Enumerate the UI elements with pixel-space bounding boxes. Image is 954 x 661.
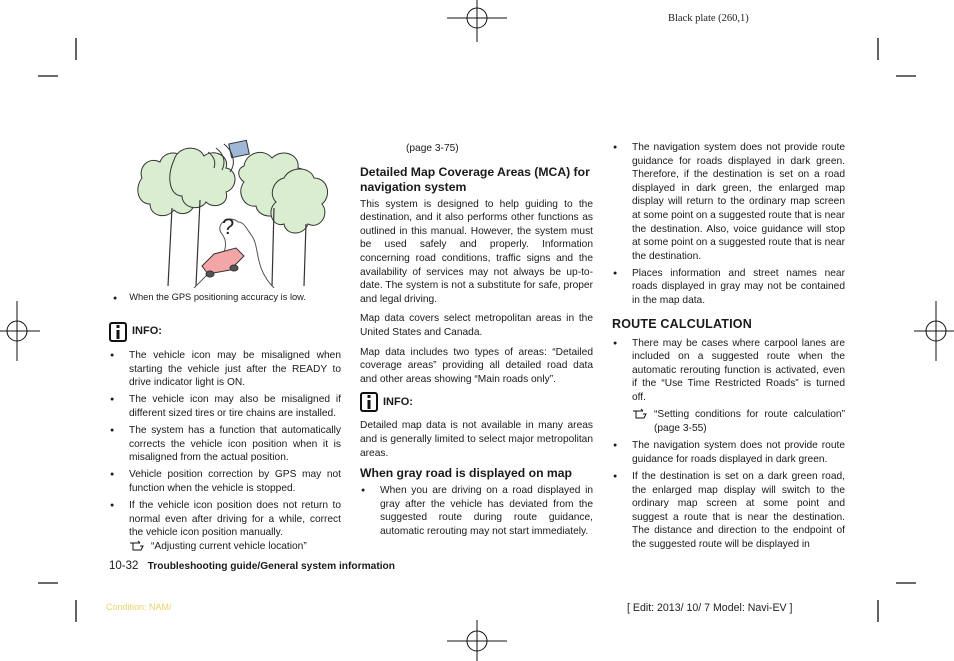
list-item: ● The vehicle icon may also be misaligned if different sized tires or tire chains are installed.	[109, 393, 341, 420]
list-item: ● The navigation system does not provide route guidance for roads displayed in dark green. Therefore, if the destination is set on a road displayed in dark green, the enlarged map display will return to the ordinary map screen at some point on a suggested route that is near the destination. Also, voice guidance will stop at some point on a suggested route that is near the destination.	[612, 141, 845, 263]
info-icon	[360, 392, 378, 412]
page-footer	[109, 560, 395, 572]
bullet-list	[612, 337, 845, 405]
bullet-list	[360, 484, 593, 538]
list-item: ● The system has a function that automatically corrects the vehicle icon position when it is misaligned from the actual position.	[109, 424, 341, 465]
list-item: ● If the destination is set on a dark green road, the enlarged map display will switch to the ordinary map screen at some point and suggest a route that is near the destination. The distance and direction to the endpoint of the suggested route will be displayed in	[612, 470, 845, 552]
list-item: ● Vehicle position correction by GPS may not function when the vehicle is stopped.	[109, 468, 341, 495]
reference-text: “Setting conditions for route calculation” (page 3-55)	[654, 409, 845, 434]
list-item: ● Places information and street names near roads displayed in gray may not be contained in the map data.	[612, 267, 845, 308]
pointing-hand-icon	[129, 540, 151, 557]
footer-title: Troubleshooting guide/General system information	[147, 561, 395, 572]
figure-caption: ● When the GPS positioning accuracy is low.	[113, 292, 306, 302]
column-2	[360, 142, 593, 542]
pointing-hand-icon	[632, 408, 654, 435]
plate-label: Black plate (260,1)	[668, 13, 749, 24]
reference-continuation: (page 3-75)	[406, 143, 459, 154]
section-heading: Detailed Map Coverage Areas (MCA) for navigation system	[360, 164, 590, 194]
list-item: ● When you are driving on a road displayed in gray after the vehicle has deviated from the suggested route during route guidance, automatic rerouting may not start immediately.	[360, 484, 593, 538]
paragraph: This system is designed to help guiding to the destination, and it also performs other functions as outlined in this manual. However, the system must be used safely and properly. Information concerning road conditions, traffic signs and the availability of services may not always be up-to-date. The system is not a substitute for safe, proper and legal driving.	[360, 198, 593, 305]
paragraph: Map data includes two types of areas: “Detailed coverage areas” providing all detailed road data and other areas showing “Main roads only”.	[360, 346, 593, 385]
paragraph: Detailed map data is not available in many areas and is generally limited to select major metropolitan areas.	[360, 420, 593, 459]
svg-text:?: ?	[222, 214, 235, 239]
reference-link[interactable]	[109, 540, 341, 557]
bullet-list	[612, 141, 845, 308]
info-block-2	[360, 392, 593, 412]
list-item: ● The navigation system does not provide route guidance for roads displayed in dark green.	[612, 439, 845, 466]
condition-label: Condition: NAM/	[106, 602, 172, 612]
info-bullet-list	[109, 349, 341, 540]
edit-info: [ Edit: 2013/ 10/ 7 Model: Navi-EV ]	[627, 602, 793, 614]
section-heading: When gray road is displayed on map	[360, 466, 572, 481]
column-3	[612, 141, 845, 555]
reference-text: “Adjusting current vehicle location”	[151, 541, 307, 553]
info-block-1	[109, 322, 341, 342]
info-label: INFO:	[132, 325, 162, 338]
paragraph: Map data covers select metropolitan areas in the United States and Canada.	[360, 313, 593, 338]
column-1	[109, 316, 341, 561]
gps-forest-car-illustration	[134, 138, 334, 288]
info-icon	[109, 322, 127, 342]
page-number: 10-32	[109, 560, 139, 572]
list-item: ● There may be cases where carpool lanes are included on a suggested route when the automatic rerouting function is activated, even if the “Use Time Restricted Roads” is turned off.	[612, 337, 845, 405]
bullet-list	[612, 439, 845, 551]
info-label: INFO:	[383, 395, 413, 408]
section-heading: ROUTE CALCULATION	[612, 316, 752, 331]
reference-link[interactable]	[612, 408, 845, 435]
list-item: ● If the vehicle icon position does not return to normal even after driving for a while, correct the vehicle icon position manually.	[109, 499, 341, 540]
list-item: ● The vehicle icon may be misaligned when starting the vehicle just after the READY to drive indicator light is ON.	[109, 349, 341, 390]
